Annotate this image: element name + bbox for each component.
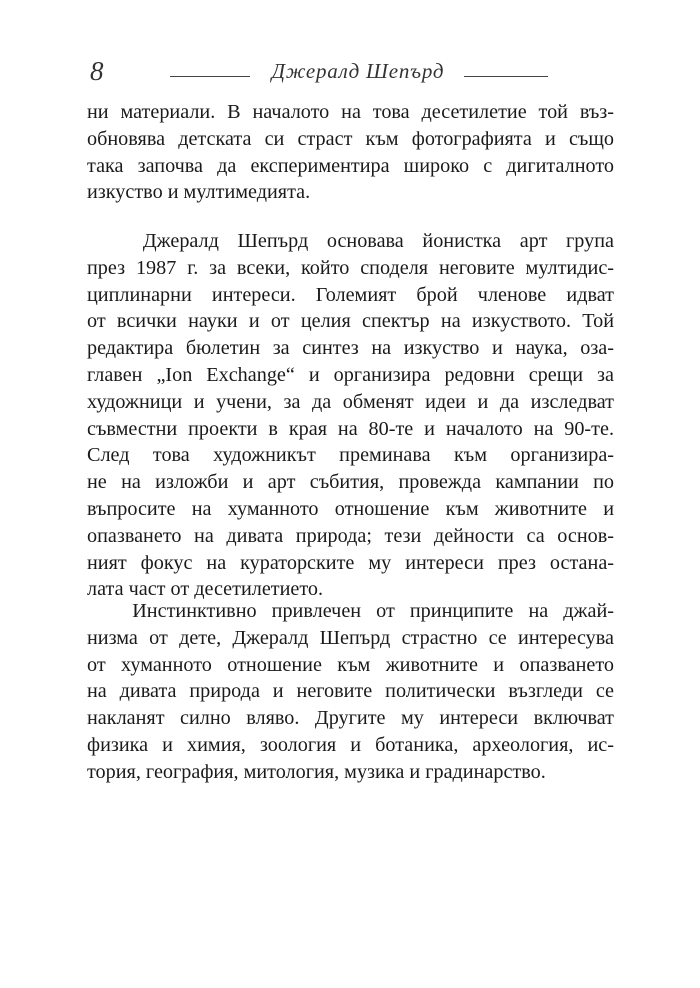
text-line: тория, география, митология, музика и градинарство. (87, 760, 546, 783)
text-line: накланят силно вляво. Другите му интереси включват (87, 707, 614, 730)
page-number: 8 (90, 56, 104, 86)
text-line: След това художникът преминава към организира- (87, 444, 614, 467)
paragraph-3 (87, 598, 614, 786)
text-line: на дивата природа и неговите политически възгледи се (87, 680, 614, 703)
text-line: физика и химия, зоология и ботаника, археология, ис- (87, 733, 614, 756)
text-line: съвместни проекти в края на 80-те и началото на 90-те. (87, 417, 614, 440)
text-line: не на изложби и арт събития, провежда кампании по (87, 471, 614, 494)
header-rule-right (464, 76, 548, 77)
text-line: лата част от десетилетието. (87, 578, 324, 601)
text-line: изкуство и мултимедията. (87, 181, 311, 204)
text-line: въпросите на хуманното отношение към животните и (87, 497, 614, 520)
text-line: Инстинктивно привлечен от принципите на джай- (87, 600, 614, 622)
text-line: Джералд Шепърд основава йонистка арт група (87, 230, 614, 252)
header-rule-left (170, 76, 250, 77)
text-line: художници и учени, за да обменят идеи и да изследват (87, 390, 614, 413)
running-title: Джералд Шепърд (271, 59, 445, 83)
text-line: низма от дете, Джералд Шепърд страстно се интересува (87, 626, 614, 649)
text-line: от всички науки и от целия спектър на изкуството. Той (87, 310, 614, 333)
text-line: обновява детската си страст към фотографията и също (87, 127, 614, 150)
text-line: от хуманното отношение към животните и опазването (87, 653, 614, 676)
text-line: циплинарни интереси. Големият брой членове идват (87, 283, 614, 306)
running-head (86, 52, 616, 96)
text-line: през 1987 г. за всеки, който споделя неговите мултидис- (87, 256, 614, 279)
paragraph-2 (87, 228, 614, 603)
text-line: ни материали. В началото на това десетилетие той въз- (87, 101, 614, 123)
text-line: главен „Ion Exchange“ и организира редовни срещи за (87, 363, 614, 386)
text-line: така започва да експериментира широко с дигиталното (87, 154, 614, 177)
text-line: редактира бюлетин за синтез на изкуство и наука, оза- (87, 337, 614, 360)
text-line: опазването на дивата природа; тези дейности са основ- (87, 524, 614, 547)
paragraph-1 (87, 99, 614, 206)
text-line: ният фокус на кураторските му интереси през остана- (87, 551, 614, 574)
